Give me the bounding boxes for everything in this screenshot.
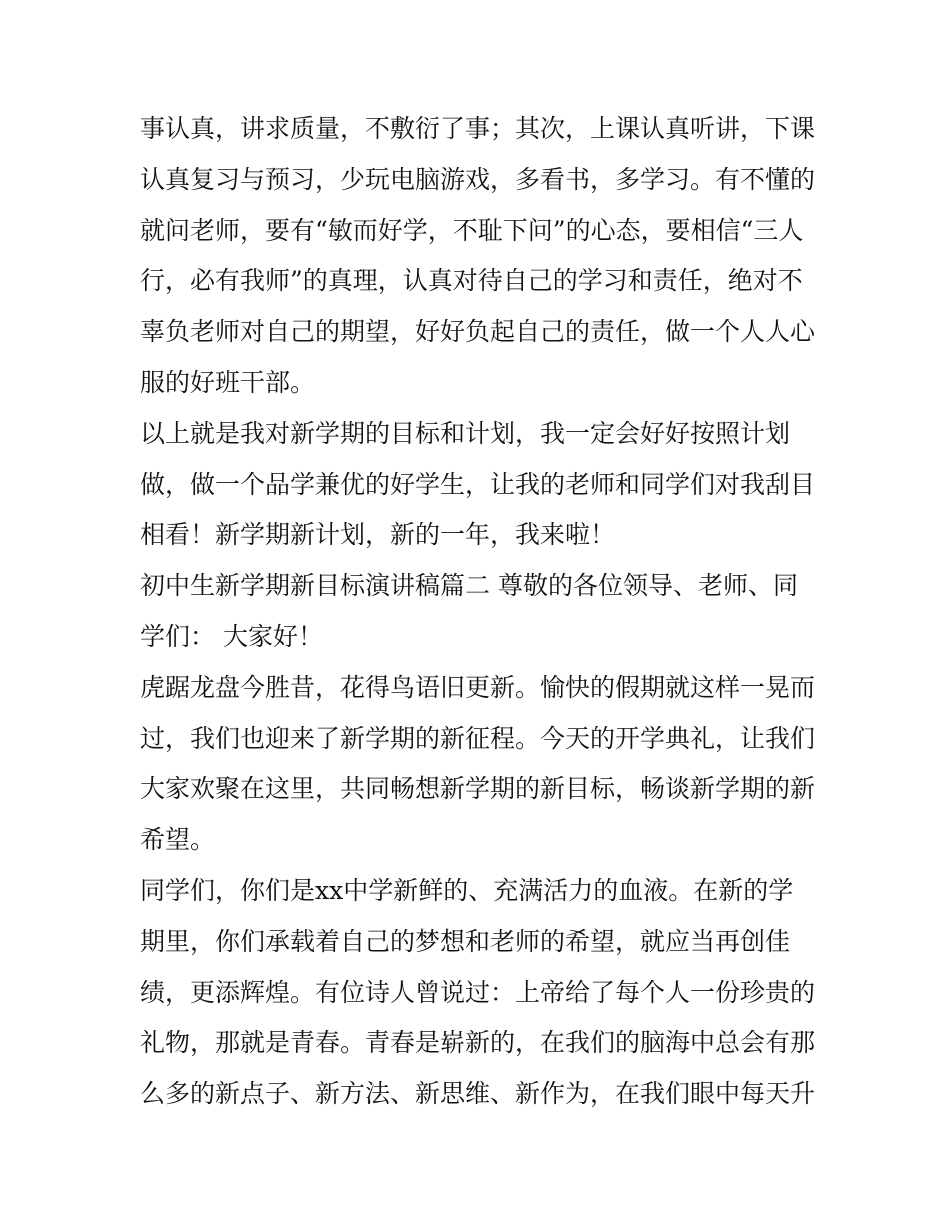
text-line: 绩，更添辉煌。有位诗人曾说过：上帝给了每个人一份珍贵的	[140, 977, 816, 1007]
text-line: 就问老师，要有“敏而好学，不耻下问”的心态，要相信“三人	[140, 215, 804, 245]
text-line: 么多的新点子、新方法、新思维、新作为，在我们眼中每天升	[140, 1079, 816, 1109]
text-line: 虎踞龙盘今胜昔，花得鸟语旧更新。愉快的假期就这样一晃而	[140, 672, 816, 702]
text-line: 礼物，那就是青春。青春是崭新的，在我们的脑海中总会有那	[140, 1028, 816, 1058]
text-line: 期里，你们承载着自己的梦想和老师的希望，就应当再创佳	[140, 926, 791, 956]
text-line: 过，我们也迎来了新学期的新征程。今天的开学典礼，让我们	[140, 723, 816, 753]
text-line: 同学们，你们是xx中学新鲜的、充满活力的血液。在新的学	[140, 875, 794, 905]
text-line: 事认真，讲求质量，不敷衍了事；其次，上课认真听讲，下课	[140, 114, 816, 143]
text-line: 辜负老师对自己的期望，好好负起自己的责任，做一个人人心	[140, 317, 816, 347]
text-line: 初中生新学期新目标演讲稿篇二 尊敬的各位领导、老师、同	[140, 571, 798, 601]
text-line: 希望。	[140, 825, 216, 855]
text-line: 做，做一个品学兼优的好学生，让我的老师和同学们对我刮目	[140, 469, 816, 499]
text-line: 行，必有我师”的真理，认真对待自己的学习和责任，绝对不	[140, 266, 803, 296]
text-line: 服的好班干部。	[140, 367, 316, 397]
text-line: 认真复习与预习，少玩电脑游戏，多看书，多学习。有不懂的	[140, 164, 816, 194]
text-line: 大家欢聚在这里，共同畅想新学期的新目标，畅谈新学期的新	[140, 774, 816, 804]
text-line: 学们： 大家好！	[140, 621, 323, 651]
text-line: 以上就是我对新学期的目标和计划，我一定会好好按照计划	[140, 418, 791, 448]
text-line: 相看！新学期新计划，新的一年，我来啦！	[140, 520, 616, 550]
document-body-text	[140, 104, 820, 1120]
